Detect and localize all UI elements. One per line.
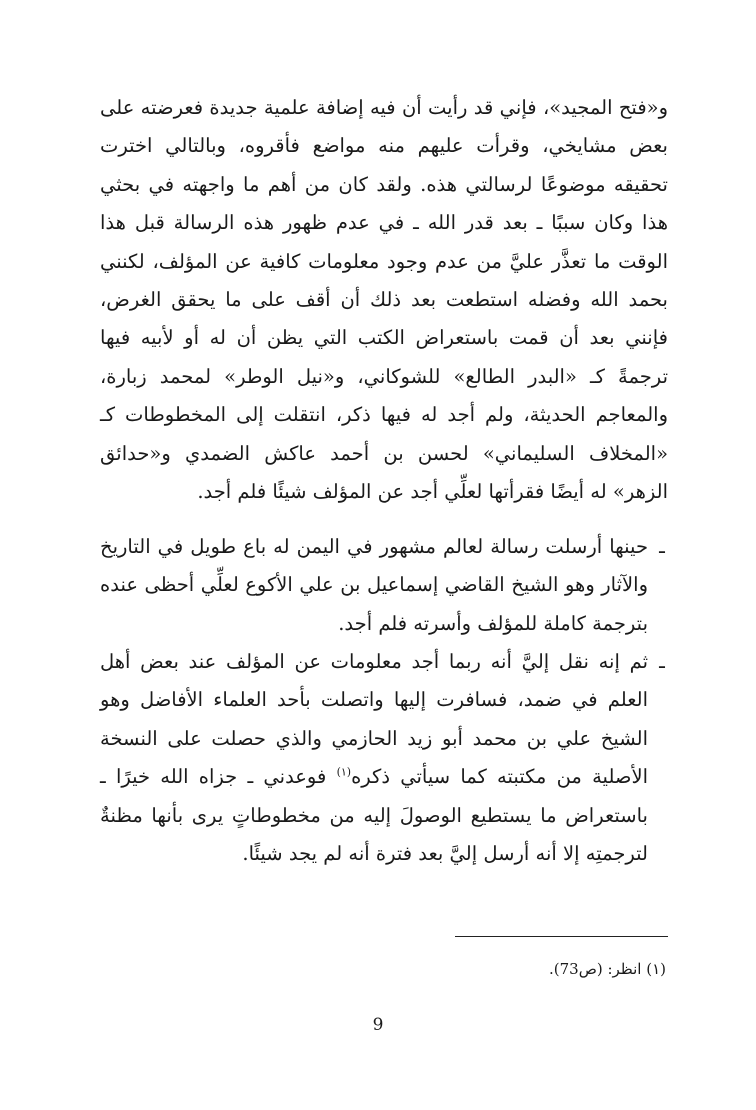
footnote-separator [455, 936, 668, 937]
list-item-text-part: ثم إنه نقل إليَّ أنه ربما أجد معلومات عن المؤلف عند بعض أهل العلم في ضمد، فسافرت إليها واتصلت بأحد العلماء الأفاضل وهو الشيخ علي بن محمد أبو زيد الحازمي والذي حصلت على النسخة الأصلية من مكتبته كما سيأتي ذكره [100, 650, 648, 789]
list-dash: ـ [659, 650, 665, 673]
paragraph-intro: و«فتح المجيد»، فإني قد رأيت أن فيه إضافة علمية جديدة فعرضته على بعض مشايخي، وقرأت عليهم منه مواضع فأقروه، وبالتالي اخترت تحقيقه موضوعًا لرسالتي هذه. ولقد كان من أهم ما واجهته في بحثي هذا وكان سببًا ـ بعد قدر الله ـ في عدم ظهور هذه الرسالة قبل هذا الوقت ما تعذَّر عليَّ من عدم وجود معلومات كافية عن المؤلف، لكنني بحمد الله وفضله استطعت بعد ذلك أن أقف على ما يحقق الغرض، فإنني بعد أن قمت باستعراض الكتب التي يظن أن له أو لأبيه فيها ترجمةً كـ «البدر الطالع» للشوكاني، و«نيل الوطر» لمحمد زبارة، والمعاجم الحديثة، ولم أجد له فيها ذكر، انتقلت إلى المخطوطات كـ «المخلاف السليماني» لحسن بن أحمد عاكش الضمدي و«حدائق الزهر» له أيضًا فقرأتها لعلِّي أجد عن المؤلف شيئًا فلم أجد. [100, 96, 668, 504]
footnote-reference: (١) [336, 765, 352, 779]
list-item-text [100, 643, 648, 873]
list-item-text-part: فوعدني ـ جزاه الله خيرًا ـ باستعراض ما يستطيع الوصولَ إليه من مخطوطاتٍ يرى بأنها مظنةٌ لترجمتِه إلا أنه أرسل إليَّ بعد فترة أنه لم يجد شيئًا. [100, 765, 648, 866]
page-number: 9 [372, 1015, 384, 1035]
list-item [100, 528, 668, 643]
list-item [100, 643, 668, 873]
list-item-text: حينها أرسلت رسالة لعالم مشهور في اليمن له باع طويل في التاريخ والآثار وهو الشيخ القاضي إسماعيل بن علي الأكوع لعلِّي أحظى عنده بترجمة كاملة للمؤلف وأسرته فلم أجد. [100, 535, 648, 635]
footnote: (١) انظر: (ص73). [549, 960, 666, 978]
list-dash: ـ [659, 535, 665, 558]
